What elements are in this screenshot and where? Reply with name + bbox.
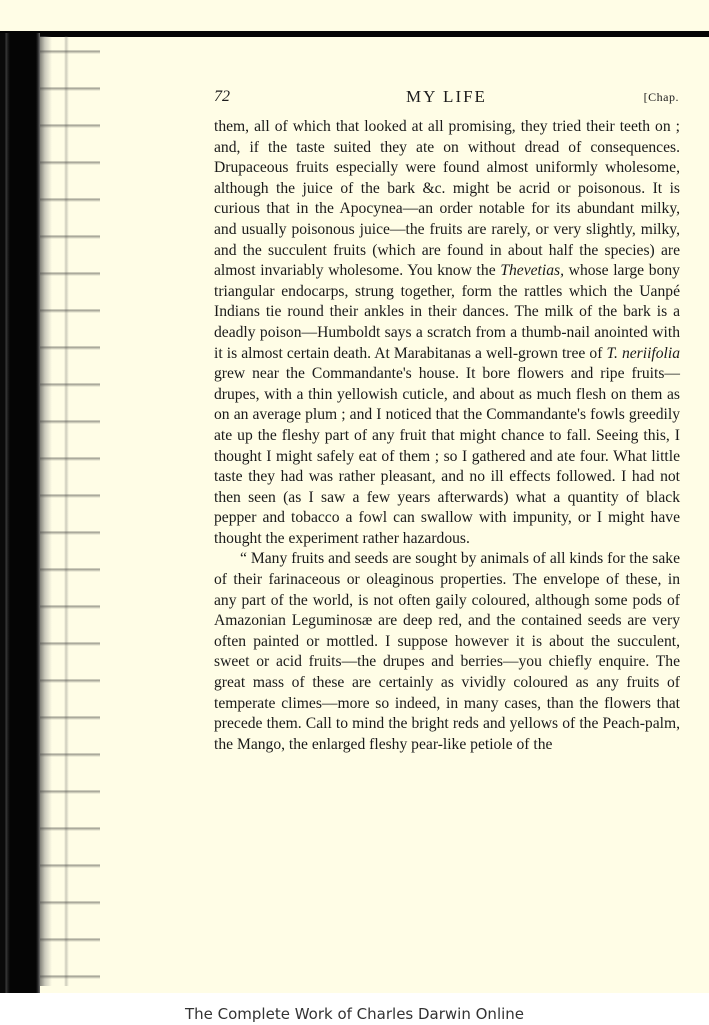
page-number: 72 — [214, 88, 230, 105]
site-footer: The Complete Work of Charles Darwin Online — [184, 1005, 525, 1023]
text-run: whose large bony triangular endocarps, strung together, form the rattles which the Uanpé Indians tie round their ankles in their dances. The milk of the bark is a deadly poison—Humboldt says a scratch from a thumb-nail anointed with it is almost certain death. At Marabitanas a well-grown tree of — [214, 262, 680, 362]
italic-term: T. neriifolia — [606, 344, 680, 362]
body-text — [214, 117, 680, 755]
italic-term: Thevetias, — [500, 262, 564, 280]
top-border-line — [0, 31, 709, 37]
text-run: “ Many fruits and seeds are sought by animals of all kinds for the sake of their farinaceous or oleaginous properties. The envelope of these, in any part of the world, is not often gaily coloured, although some pods of Amazonian Leguminosæ are deep red, and the contained seeds are very often painted or mottled. I suppose however it is about the succulent, sweet or acid fruits—the drupes and berries—you chiefly enquire. The great mass of these are certainly as vividly coloured as any fruits of temperate climes—more so indeed, in many cases, than the flowers that precede them. Call to mind the bright reds and yellows of the Peach-palm, the Mango, the enlarged fleshy pear-like petiole of the — [214, 550, 680, 753]
book-spine-shadow — [0, 33, 40, 993]
text-run: them, all of which that looked at all promising, they tried their teeth on ; and, if the taste suited they ate on without dread of consequences. Drupaceous fruits especially were found almost uniformly wholesome, although the juice of the bark &c. might be acrid or poisonous. It is curious that in the Apocynea—an order notable for its abundant milky, and usually poisonous juice—the fruits are rarely, or very slightly, milky, and the succulent fruits (which are found in about half the species) are almost invariably wholesome. You know the — [214, 118, 680, 280]
book-title: MY LIFE — [406, 87, 487, 106]
running-head — [214, 88, 679, 110]
paragraph — [214, 117, 680, 549]
page-edge-shadow — [40, 36, 100, 986]
text-run: grew near the Commandante's house. It bore flowers and ripe fruits—drupes, with a thin yellowish cuticle, and about as much flesh on them as on an average plum ; and I noticed that the Commandante's fowls greedily ate up the fleshy part of any fruit that might chance to fall. Seeing this, I thought I might safely eat of them ; so I gathered and ate four. What little taste they had was rather pleasant, and no ill effects followed. I had not then seen (as I saw a few years afterwards) what a quantity of black pepper and tobacco a fowl can swallow with impunity, or I might have thought the experiment rather hazardous. — [214, 365, 680, 547]
chapter-label: [Chap. — [643, 90, 679, 104]
paragraph — [214, 549, 680, 755]
